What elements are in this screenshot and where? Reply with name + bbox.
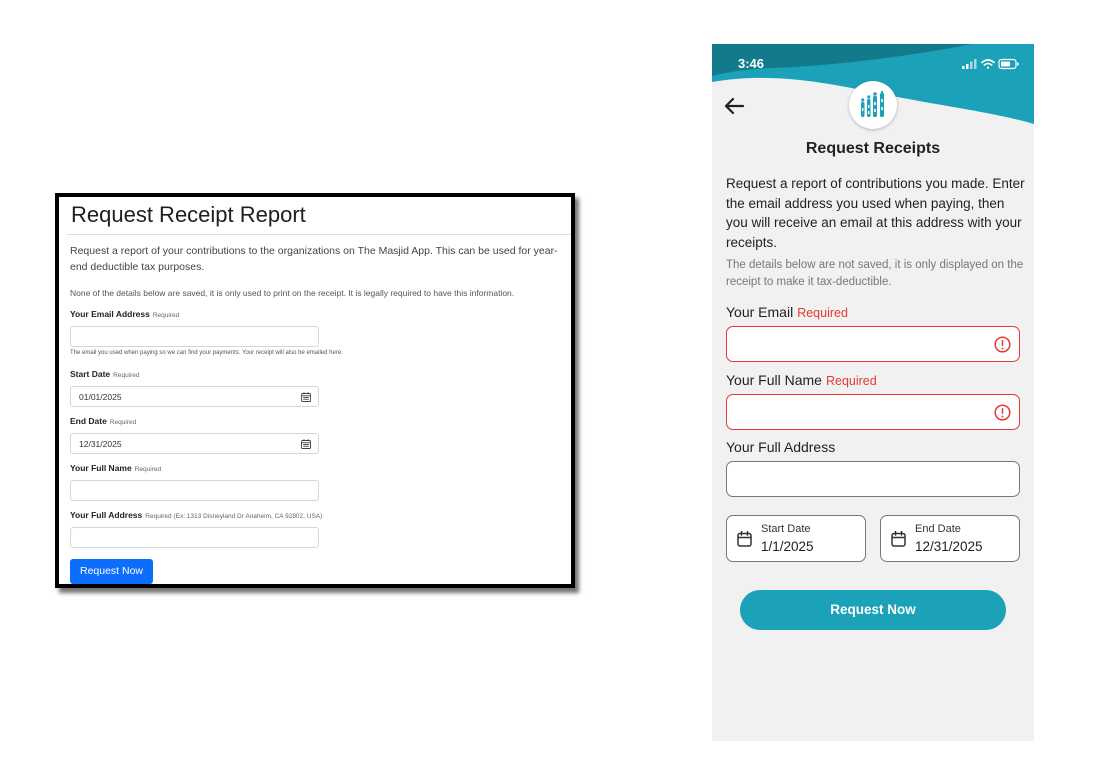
mobile-full-name-input[interactable] <box>726 394 1020 430</box>
required-tag: Required <box>113 372 140 379</box>
battery-icon <box>999 60 1019 69</box>
start-date-label: Start Date <box>761 523 811 535</box>
web-intro-text: Request a report of your contributions to the organizations on The Masjid App. This can be used for year-end deductible tax purposes. <box>70 245 558 273</box>
web-end-date-label: End Date Required <box>70 416 137 426</box>
wifi-icon <box>982 60 994 69</box>
status-time: 3:46 <box>738 56 765 71</box>
mobile-start-date-picker[interactable] <box>726 515 866 562</box>
web-email-input[interactable] <box>70 326 319 347</box>
web-full-name-input[interactable] <box>70 480 319 501</box>
mobile-email-input[interactable] <box>726 326 1020 362</box>
web-start-date-label: Start Date Required <box>70 369 140 379</box>
web-page-title: Request Receipt Report <box>71 202 306 227</box>
error-icon <box>994 336 1011 353</box>
required-tag: Required (Ex: 1313 Disneyland Dr Anaheim, CA 92802, USA) <box>145 513 323 520</box>
mobile-full-name-label: Your Full Name Required <box>726 372 877 388</box>
end-date-value: 12/31/2025 <box>915 539 983 554</box>
required-tag: Required <box>109 419 137 426</box>
required-tag: Required <box>825 374 877 388</box>
signal-icon <box>962 59 977 69</box>
calendar-icon <box>891 531 906 547</box>
web-end-date-input[interactable]: 12/31/2025 <box>70 433 319 454</box>
end-date-label: End Date <box>915 523 961 535</box>
web-request-now-button[interactable]: Request Now <box>70 559 153 584</box>
calendar-icon[interactable] <box>301 392 311 402</box>
web-full-address-label: Your Full Address Required (Ex: 1313 Disneyland Dr Anaheim, CA 92802, USA) <box>70 510 323 520</box>
mobile-request-now-button[interactable]: Request Now <box>740 590 1006 630</box>
mobile-full-address-label: Your Full Address <box>726 439 836 455</box>
mobile-full-address-input[interactable] <box>726 461 1020 497</box>
masjid-logo <box>849 81 897 129</box>
back-arrow-icon[interactable] <box>723 97 745 115</box>
calendar-icon[interactable] <box>301 439 311 449</box>
web-email-help: The email you used when paying so we can find your payments. Your receipt will also be emailed here. <box>70 350 343 356</box>
web-full-name-label: Your Full Name Required <box>70 463 162 473</box>
web-full-address-input[interactable] <box>70 527 319 548</box>
error-icon <box>994 404 1011 421</box>
web-email-label: Your Email Address Required <box>70 309 180 319</box>
required-tag: Required <box>134 466 162 473</box>
start-date-value: 1/1/2025 <box>761 539 814 554</box>
divider <box>67 234 571 235</box>
web-receipt-form <box>55 193 575 588</box>
mobile-intro-text: Request a report of contributions you made. Enter the email address you used when paying, then you will receive an email at this address with your receipts. <box>726 176 1025 250</box>
mobile-email-label: Your Email Required <box>726 304 848 320</box>
calendar-icon <box>737 531 752 547</box>
required-tag: Required <box>152 312 180 319</box>
mosque-icon <box>859 91 887 119</box>
web-start-date-input[interactable]: 01/01/2025 <box>70 386 319 407</box>
mobile-note-text: The details below are not saved, it is only displayed on the receipt to make it tax-deductible. <box>726 259 1024 288</box>
mobile-page-title: Request Receipts <box>805 140 941 157</box>
status-icons <box>962 57 1022 75</box>
web-note-text: None of the details below are saved, it is only used to print on the receipt. It is legally required to have this information. <box>70 288 515 298</box>
mobile-screen <box>712 44 1034 741</box>
mobile-end-date-picker[interactable] <box>880 515 1020 562</box>
required-tag: Required <box>797 306 848 320</box>
